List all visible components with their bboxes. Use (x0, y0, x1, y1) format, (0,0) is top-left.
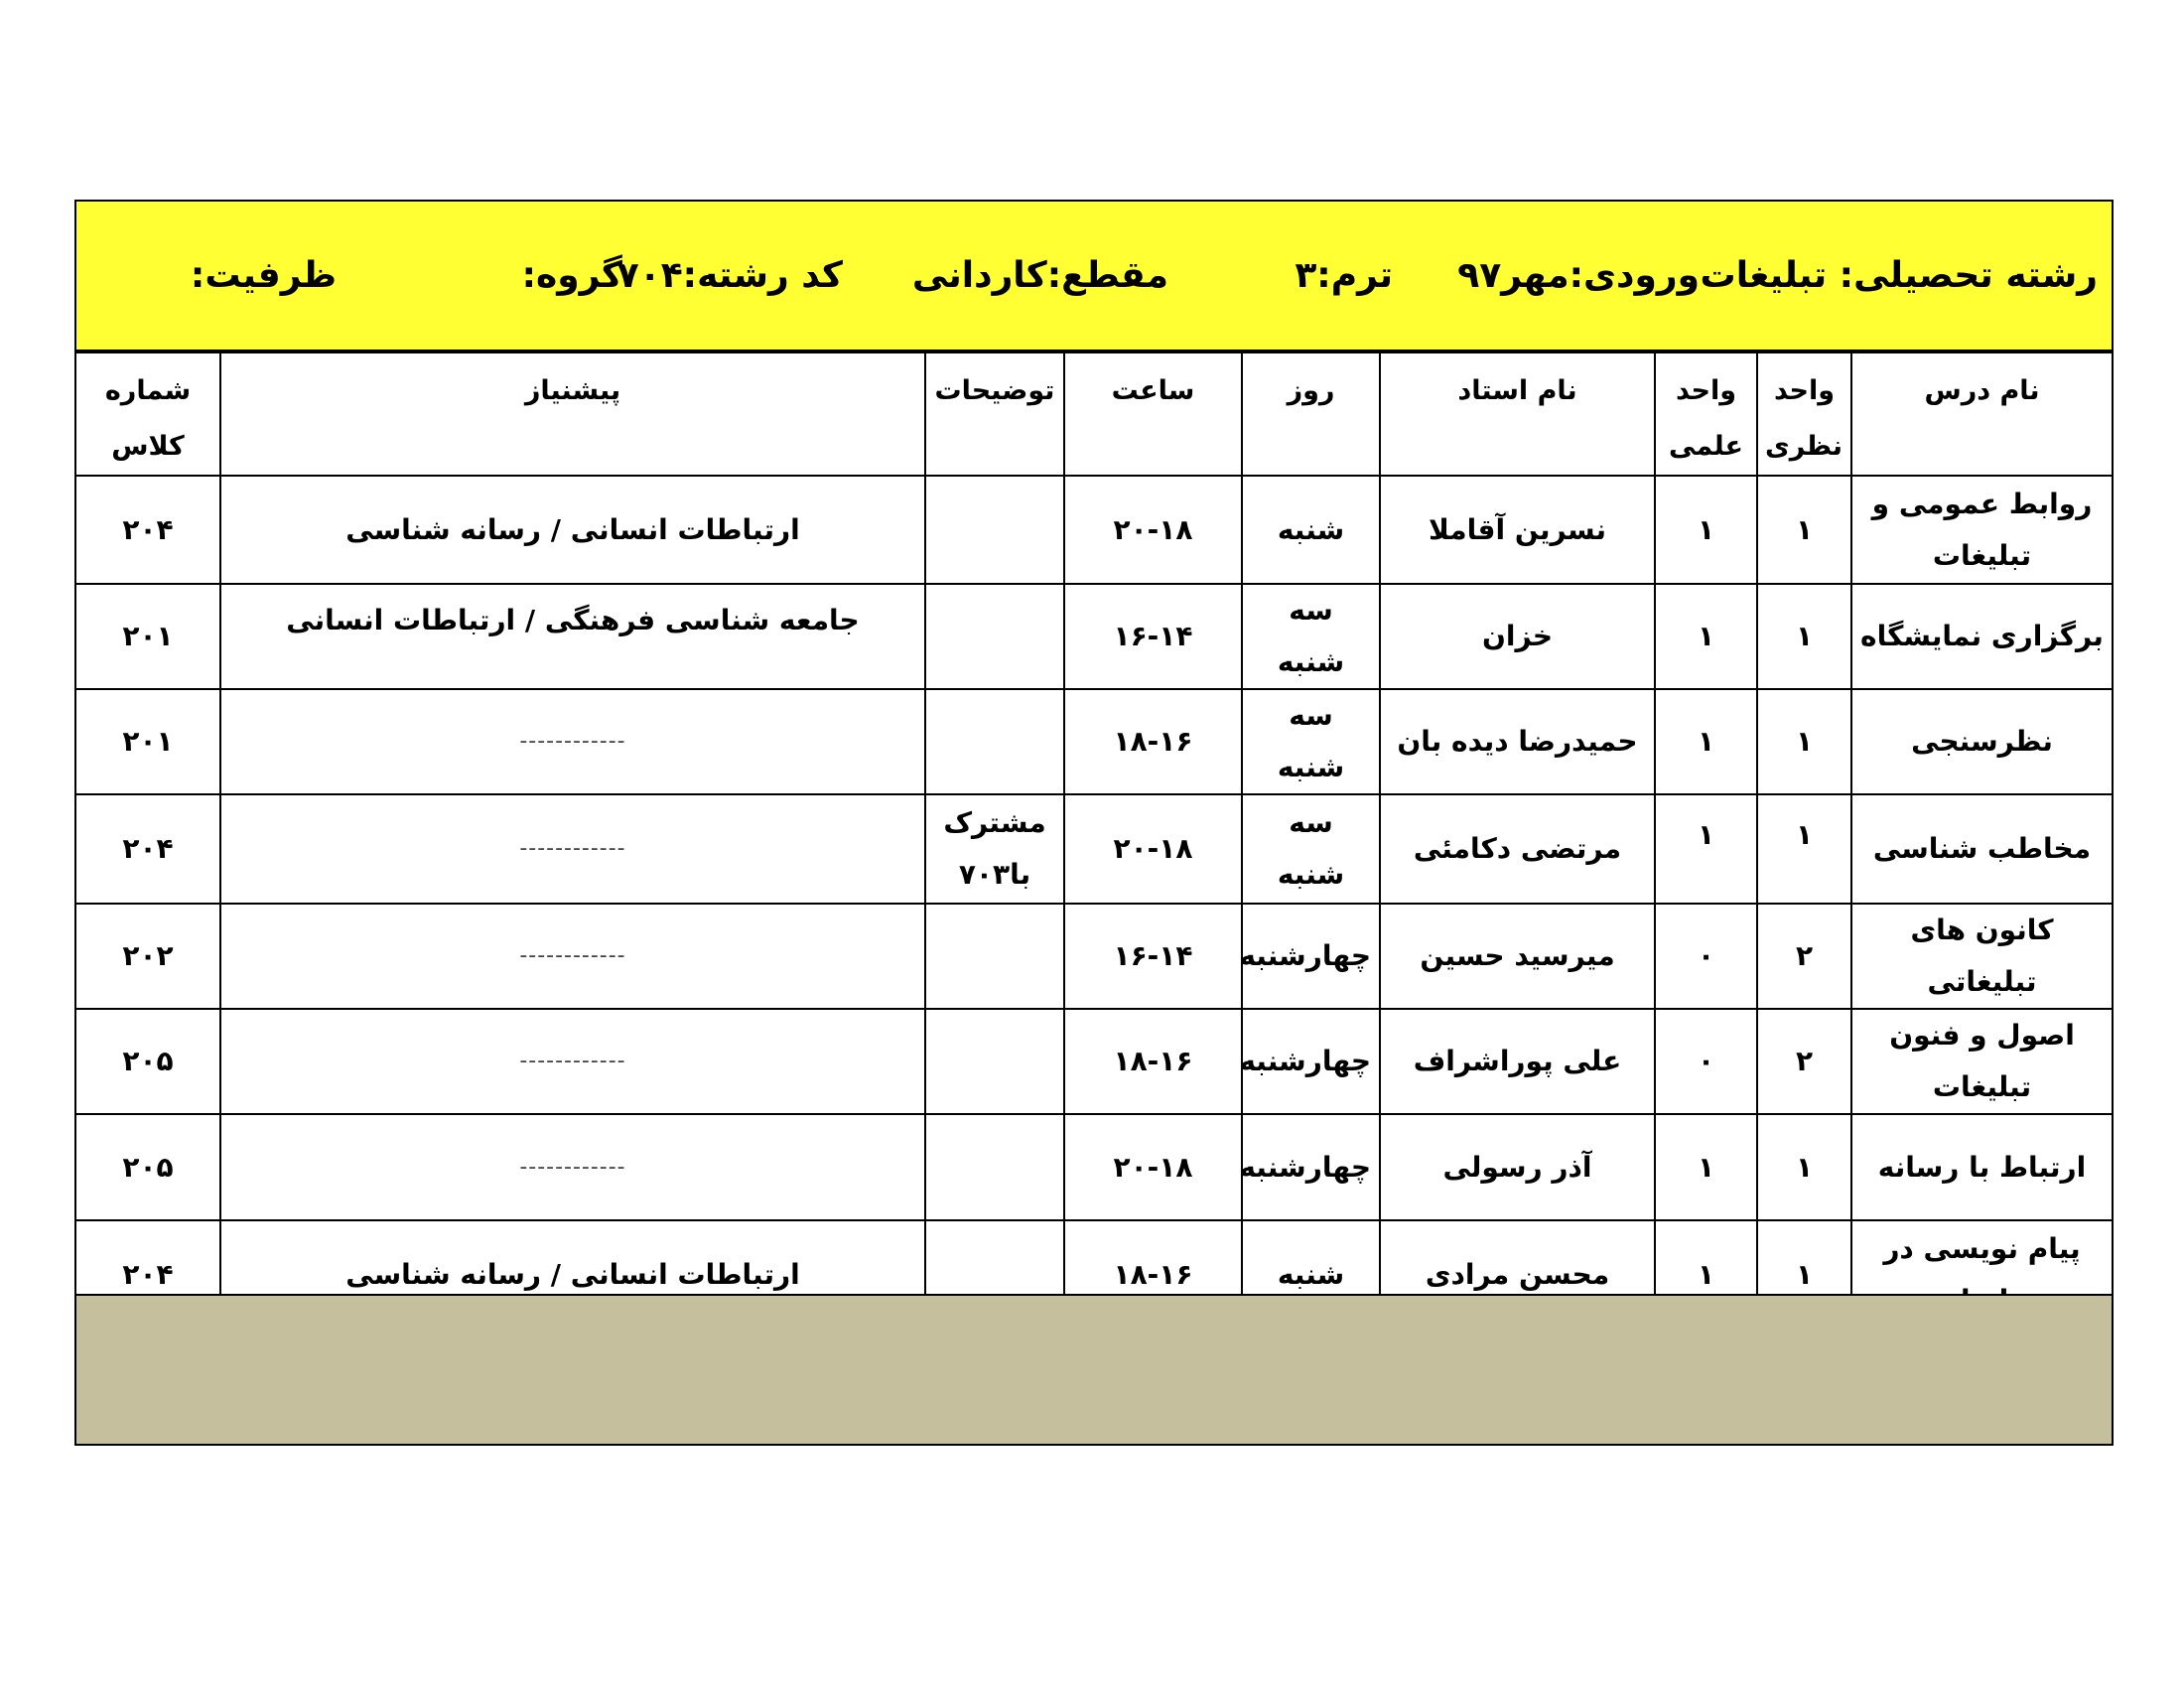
term: ترم:۳ (1295, 255, 1393, 296)
notes (925, 476, 1064, 584)
theory-units: ۱ (1757, 476, 1851, 584)
course-name: روابط عمومی و تبلیغات (1851, 476, 2112, 584)
table-row (76, 476, 2112, 584)
instructor: نسرین آقاملا (1380, 476, 1655, 584)
course-name: برگزاری نمایشگاه (1851, 584, 2112, 689)
day: شنبه (1242, 476, 1380, 584)
time: ۲۰-۱۸ (1064, 1114, 1242, 1220)
course-name: ارتباط با رسانه (1851, 1114, 2112, 1220)
course-name: مخاطب شناسی (1851, 794, 2112, 904)
day: سه شنبه (1242, 794, 1380, 904)
col-theory-units: واحد نظری (1757, 352, 1851, 476)
col-instructor: نام استاد (1380, 352, 1655, 476)
time: ۲۰-۱۸ (1064, 794, 1242, 904)
practical-units: ۱ (1655, 794, 1757, 904)
prerequisite: ------------ (220, 689, 925, 794)
theory-units: ۲ (1757, 1009, 1851, 1114)
col-course-name: نام درس (1851, 352, 2112, 476)
prerequisite: جامعه شناسی فرهنگی / ارتباطات انسانی (220, 584, 925, 689)
day: چهارشنبه (1242, 1114, 1380, 1220)
practical-units: ۱ (1655, 584, 1757, 689)
practical-units: ۱ (1655, 689, 1757, 794)
footer-band (76, 1294, 2112, 1444)
prerequisite: ------------ (220, 1114, 925, 1220)
header-bar (76, 202, 2112, 352)
practical-units: ۰ (1655, 1009, 1757, 1114)
time: ۱۶-۱۴ (1064, 584, 1242, 689)
notes: مشترک با۷۰۳ (925, 794, 1064, 904)
entry-date: ورودی:مهر۹۷ (1457, 255, 1700, 296)
schedule-sheet (74, 200, 2114, 1446)
day: شنبه (1242, 1220, 1380, 1329)
course-name: نظرسنجی (1851, 689, 2112, 794)
classroom: ۲۰۴ (76, 1220, 220, 1329)
prerequisite: ------------ (220, 794, 925, 904)
capacity: ظرفیت: (190, 255, 337, 296)
table-row (76, 904, 2112, 1009)
time: ۱۸-۱۶ (1064, 1009, 1242, 1114)
instructor: خزان (1380, 584, 1655, 689)
notes (925, 904, 1064, 1009)
course-name: اصول و فنون تبلیغات (1851, 1009, 2112, 1114)
day: سه شنبه (1242, 689, 1380, 794)
course-name: کانون های تبلیغاتی (1851, 904, 2112, 1009)
theory-units: ۱ (1757, 1114, 1851, 1220)
group: گروه: (521, 255, 622, 296)
practical-units: ۰ (1655, 904, 1757, 1009)
course-table (76, 352, 2112, 1330)
theory-units: ۱ (1757, 689, 1851, 794)
classroom: ۲۰۲ (76, 904, 220, 1009)
classroom: ۲۰۵ (76, 1009, 220, 1114)
classroom: ۲۰۱ (76, 584, 220, 689)
day: چهارشنبه (1242, 904, 1380, 1009)
theory-units: ۱ (1757, 1220, 1851, 1329)
table-row (76, 584, 2112, 689)
classroom: ۲۰۴ (76, 794, 220, 904)
table-row (76, 794, 2112, 904)
instructor: میرسید حسین (1380, 904, 1655, 1009)
theory-units: ۱ (1757, 584, 1851, 689)
classroom: ۲۰۱ (76, 689, 220, 794)
theory-units: ۱ (1757, 794, 1851, 904)
instructor: آذر رسولی (1380, 1114, 1655, 1220)
col-notes: توضیحات (925, 352, 1064, 476)
classroom: ۲۰۴ (76, 476, 220, 584)
theory-units: ۲ (1757, 904, 1851, 1009)
table-row (76, 1114, 2112, 1220)
prerequisite: ------------ (220, 904, 925, 1009)
notes (925, 1114, 1064, 1220)
col-practical-units: واحد علمی (1655, 352, 1757, 476)
degree-level: مقطع:کاردانی (911, 255, 1168, 296)
practical-units: ۱ (1655, 476, 1757, 584)
notes (925, 689, 1064, 794)
classroom: ۲۰۵ (76, 1114, 220, 1220)
time: ۱۶-۱۴ (1064, 904, 1242, 1009)
notes (925, 1009, 1064, 1114)
day: چهارشنبه (1242, 1009, 1380, 1114)
prerequisite: ------------ (220, 1009, 925, 1114)
col-day: روز (1242, 352, 1380, 476)
prerequisite: ارتباطات انسانی / رسانه شناسی (220, 476, 925, 584)
field-code: کد رشته:۷۰۴ (616, 255, 843, 296)
instructor: حمیدرضا دیده بان (1380, 689, 1655, 794)
notes (925, 584, 1064, 689)
prerequisite: ارتباطات انسانی / رسانه شناسی (220, 1220, 925, 1329)
day: سه شنبه (1242, 584, 1380, 689)
instructor: علی پوراشراف (1380, 1009, 1655, 1114)
time: ۲۰-۱۸ (1064, 476, 1242, 584)
col-time: ساعت (1064, 352, 1242, 476)
instructor: محسن مرادی (1380, 1220, 1655, 1329)
table-row (76, 689, 2112, 794)
practical-units: ۱ (1655, 1114, 1757, 1220)
col-prerequisite: پیشنیاز (220, 352, 925, 476)
col-classroom: شماره کلاس (76, 352, 220, 476)
course-name: پیام نویسی در (1851, 1220, 2112, 1329)
time: ۱۸-۱۶ (1064, 689, 1242, 794)
instructor: مرتضی دکامئی (1380, 794, 1655, 904)
practical-units: ۱ (1655, 1220, 1757, 1329)
field-of-study: رشته تحصیلی: تبلیغات (1700, 255, 2098, 296)
table-row (76, 1009, 2112, 1114)
time: ۱۸-۱۶ (1064, 1220, 1242, 1329)
table-header-row (76, 352, 2112, 476)
